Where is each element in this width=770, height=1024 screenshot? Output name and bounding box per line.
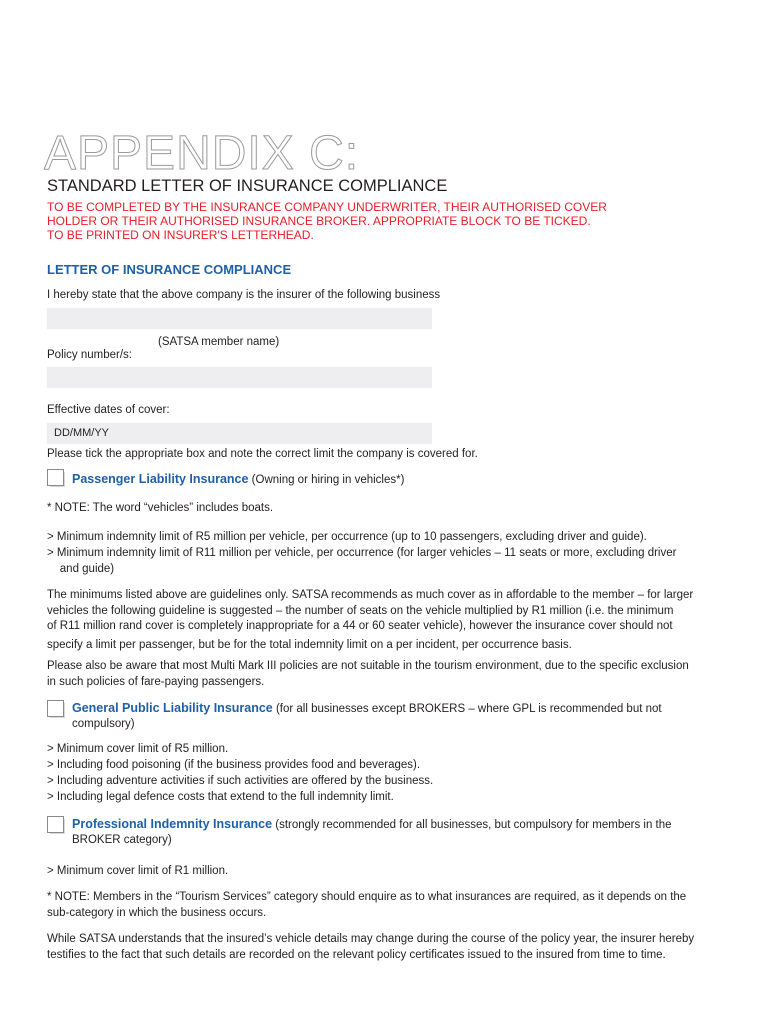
paragraph-line: sub-category in which the business occurs. [47,907,267,919]
paragraph-line: * NOTE: Members in the “Tourism Services” category should enquire as to what insurances are required, as it depends on the [47,891,687,903]
gpl-limits-list [47,741,433,805]
list-item: > Including legal defence costs that extend to the full indemnity limit. [47,791,394,803]
passenger-limits-list [47,529,676,577]
policy-number-field[interactable] [47,367,432,388]
effective-dates-label: Effective dates of cover: [47,404,170,416]
list-item: > Minimum indemnity limit of R11 million per vehicle, per occurrence (for larger vehicles – 11 seats or more, excluding driver [47,547,677,559]
pi-suffix-line2: BROKER category) [72,834,172,846]
list-item: and guide) [47,563,115,575]
instruction-line: TO BE COMPLETED BY THE INSURANCE COMPANY UNDERWRITER, THEIR AUTHORISED COVER [47,200,607,214]
gpl-label [72,700,662,717]
paragraph-line: of R11 million rand cover is completely inappropriate for a 44 or 60 seater vehicle), however the insurance cover should not [47,620,673,632]
multimark-paragraph [47,658,727,690]
instruction-line: HOLDER OR THEIR AUTHORISED INSURANCE BROKER. APPROPRIATE BLOCK TO BE TICKED. [47,214,591,228]
member-name-field[interactable] [47,308,432,329]
tourism-services-note [47,889,727,921]
paragraph-line: vehicles the following guideline is suggested – the number of seats on the vehicle multiplied by R1 million (i.e. the minimum [47,604,674,617]
pi-label [72,816,672,833]
gpl-checkbox[interactable] [47,700,64,717]
statement-text: I hereby state that the above company is the insurer of the following business [47,289,441,301]
member-name-label: (SATSA member name) [158,336,280,348]
passenger-liability-suffix: (Owning or hiring in vehicles*) [248,474,405,486]
pi-checkbox[interactable] [47,816,64,833]
appendix-title: APPENDIX C: [44,127,360,180]
closing-paragraph [47,931,727,963]
gpl-suffix-line2: compulsory) [72,718,135,730]
paragraph-line: in such policies of fare-paying passengers. [47,676,265,688]
passenger-liability-checkbox[interactable] [47,469,64,486]
section-heading: LETTER OF INSURANCE COMPLIANCE [47,262,292,277]
instruction-line: TO BE PRINTED ON INSURER'S LETTERHEAD. [47,228,314,242]
paragraph-line: testifies to the fact that such details are recorded on the relevant policy certificates issued to the insured from time to time. [47,949,666,961]
list-item: > Including food poisoning (if the business provides food and beverages). [47,759,421,771]
list-item: > Minimum indemnity limit of R5 million per vehicle, per occurrence (up to 10 passengers, excluding driver and guide). [47,531,647,543]
passenger-liability-title: Passenger Liability Insurance [72,472,249,486]
paragraph-line: Please also be aware that most Multi Mark III policies are not suitable in the tourism environment, due to the specific exclusion [47,660,689,672]
pi-suffix: (strongly recommended for all businesses, but compulsory for members in the [272,819,672,831]
gpl-suffix: (for all businesses except BROKERS – where GPL is recommended but not [272,703,662,715]
gpl-title: General Public Liability Insurance [72,701,273,715]
policy-number-label: Policy number/s: [47,349,133,361]
date-value: DD/MM/YY [54,427,109,439]
instructions-block [47,200,607,242]
paragraph-line: The minimums listed above are guidelines only. SATSA recommends as much cover as in affordable to the member – for larger [47,589,694,601]
list-item: > Including adventure activities if such activities are offered by the business. [47,775,434,787]
paragraph-line: specify a limit per passenger, but be for the total indemnity limit on a per incident, per occurrence basis. [47,638,572,651]
guidelines-paragraph [47,588,727,653]
passenger-liability-label [72,471,404,488]
tick-instruction: Please tick the appropriate box and note the correct limit the company is covered for. [47,448,478,460]
vehicles-note: * NOTE: The word “vehicles” includes boats. [47,502,274,514]
pi-limit-item: > Minimum cover limit of R1 million. [47,865,229,877]
paragraph-line: While SATSA understands that the insured’s vehicle details may change during the course of the policy year, the insurer hereby [47,933,695,945]
effective-dates-field[interactable] [47,423,432,444]
document-subtitle: STANDARD LETTER OF INSURANCE COMPLIANCE [47,177,448,195]
list-item: > Minimum cover limit of R5 million. [47,743,229,755]
pi-title: Professional Indemnity Insurance [72,817,273,831]
